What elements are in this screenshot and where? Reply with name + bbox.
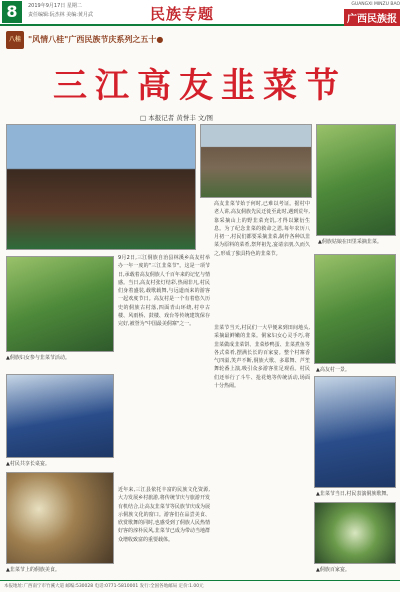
photo-drum-tower-festival [6,124,196,250]
series-logo-icon: 八桂 [6,31,24,49]
caption-photo-2: ▲侗族姑娘在田里采摘韭菜。 [318,239,382,245]
page-footer: 本报地址:广西南宁市竹溪大道 邮编:530028 电话:0771-5810001 发行:全国各地邮局 定价:1.00元 [0,580,400,592]
headline: 三江高友韭菜节 [53,66,347,106]
article-column-2: 高友韭菜节始于何时,已难以考证。据村中老人讲,高友侗族先民迁徙至此时,遇到荒年,靠采摘山上的野韭菜充饥,才得以繁衍生息。为了纪念韭菜的救命之恩,每年农历八月初一,村民们都要采摘韭菜,制作各种以韭菜为原料的菜肴,祭拜祖先,宴请亲朋,久而久之,形成了独具特色的韭菜节。 [214,201,310,257]
photo-dong-food [6,472,114,564]
caption-photo-1: ▲韭菜节当日,村民表演侗族歌舞。 [316,491,392,497]
photo-village-crowd [200,124,312,198]
editor-line: 责任编辑:阮杰林 美编:黄月武 [28,12,93,18]
caption-photo-5: ▲韭菜节上的侗族美食。 [6,567,60,573]
photo-hundred-family-feast [314,502,396,564]
caption-photo-6: ▲高友村一景。 [316,367,350,373]
byline: □ 本报记者 黄誉丰 文/图 [140,114,214,122]
page-number: 8 [2,1,22,23]
photo-girl-picking-chives [316,124,396,236]
publication-logo [338,2,400,26]
photo-woman-umbrella [314,376,396,488]
article-column-1: 9月2日,三江侗族自治县林溪乡高友村举办一年一度的"三江韭菜节"。这是一项节日,承载着高友侗族人千百年来的记忆与情感。当日,高友村张灯结彩,热闹非凡,村民们身着盛装,载歌载舞,与远道而来的游客一起欢度节日。高友村是一个有着悠久历史的侗族古村落,四面青山环绕,村中古楼、风雨桥、鼓楼、戏台等传统建筑保存完好,被誉为"中国最美侗寨"之一。 [118,255,210,328]
photo-gaoyou-village [314,254,396,364]
issue-date: 2019年9月17日 星期二 [28,3,82,9]
publication-name-en: GUANGXI MINZU BAO [351,2,400,7]
publication-name-cn: 广西民族报 [344,9,400,26]
caption-photo-4: ▲村民共享长桌宴。 [6,461,50,467]
article-column-3: 韭菜节当天,村民们一大早便来到田间地头,采摘最鲜嫩的韭菜。侗家妇女心灵手巧,将韭菜做成韭菜饼、韭菜炒鸭蛋、韭菜煮鱼等各式菜肴,摆满长长的百家宴。整个村寨香气四溢,笑声不断,侗族大歌、多耶舞、芦笙舞轮番上演,吸引众多游客驻足观看。村民们还举行了斗牛、抢花炮等传统活动,场面十分热闹。 [214,325,310,390]
caption-photo-7: ▲侗族百家宴。 [316,567,350,573]
article-column-4: 近年来,三江县依托丰富的民族文化资源,大力发展乡村旅游,将传统节庆与旅游开发有机结合,让高友韭菜节等民族节庆成为展示侗族文化的窗口。游客们在品尝美食、欣赏歌舞的同时,也感受到了侗族人民热情好客的淳朴民风,韭菜节已成为带动当地群众增收致富的重要载体。 [118,487,210,543]
caption-photo-3: ▲侗族妇女参与韭菜节活动。 [6,355,70,361]
photo-women-event [6,256,114,352]
photo-long-table-feast [6,374,114,458]
section-title: 民族专题 [150,5,215,23]
series-label: "风情八桂"广西民族节庆系列之五十● [28,35,164,44]
